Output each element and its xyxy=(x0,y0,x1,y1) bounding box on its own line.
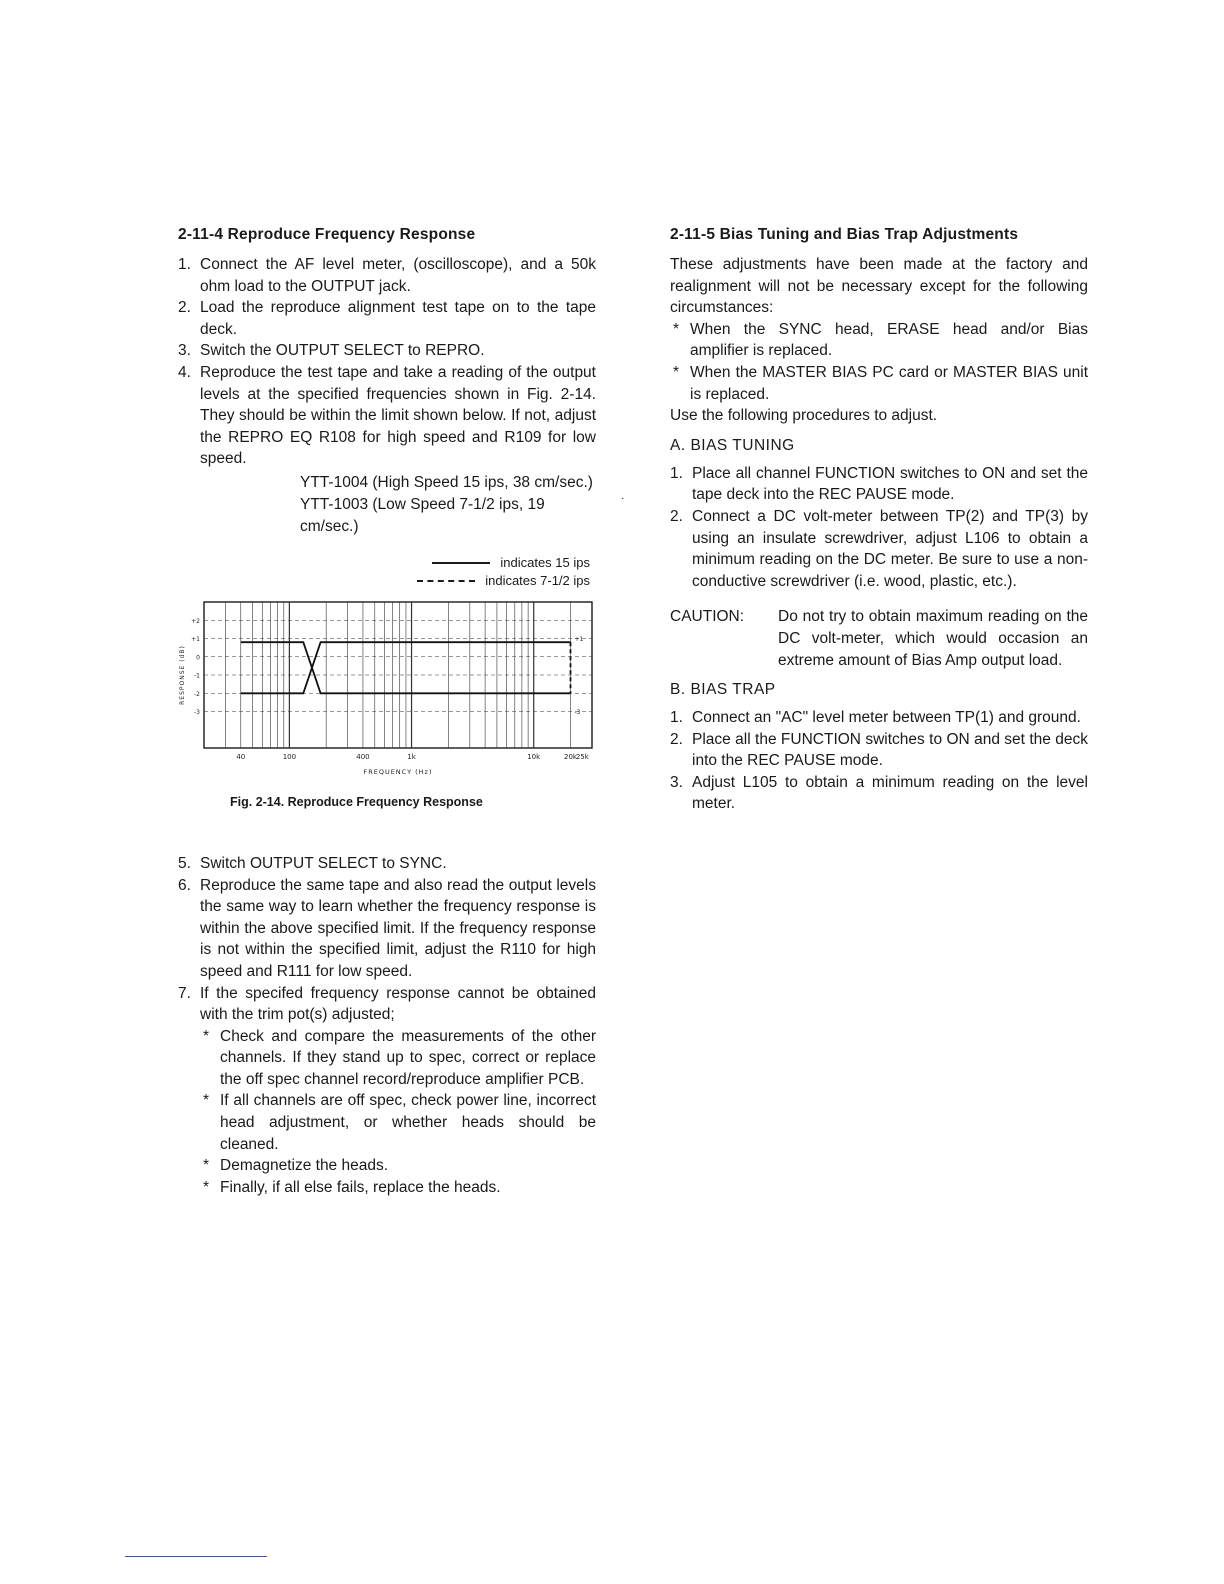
x-tick-label: 1k xyxy=(407,752,416,761)
y-tick-label: -3 xyxy=(194,708,200,716)
x-tick-label: 100 xyxy=(282,752,297,761)
list-item: * When the MASTER BIAS PC card or MASTER BIAS unit is replaced. xyxy=(670,362,1088,405)
legend-dashed: indicates 7-1/2 ips xyxy=(178,572,596,590)
use-procedures-text: Use the following procedures to adjust. xyxy=(670,407,938,425)
list-item: * Finally, if all else fails, replace the heads. xyxy=(200,1177,596,1199)
tape-low-speed: YTT-1003 (Low Speed 7-1/2 ips, 19 cm/sec.) xyxy=(300,495,545,535)
right-column xyxy=(670,226,1088,815)
list-item: 2. Place all the FUNCTION switches to ON and set the deck into the REC PAUSE mode. xyxy=(670,730,1088,770)
list-item: 3. Adjust L105 to obtain a minimum reading on the level meter. xyxy=(670,773,1088,813)
steps-list-a xyxy=(670,463,1088,593)
troubleshoot-bullets xyxy=(200,1026,596,1199)
list-item: 3. Switch the OUTPUT SELECT to REPRO. xyxy=(178,342,485,360)
caution-note xyxy=(670,606,1088,671)
x-tick-label: 40 xyxy=(236,752,246,761)
solid-line-swatch xyxy=(432,562,490,564)
list-item: 7. If the specifed frequency response cannot be obtained with the trim pot(s) adjusted; xyxy=(178,984,596,1024)
list-item: 5. Switch OUTPUT SELECT to SYNC. xyxy=(178,854,447,872)
circumstance-bullets xyxy=(670,319,1088,405)
section-heading-2-11-5: 2-11-5 Bias Tuning and Bias Trap Adjustments xyxy=(670,226,1019,243)
y-tick-label: 0 xyxy=(196,654,200,662)
list-item: 1. Connect the AF level meter, (oscilloscope), and a 50k ohm load to the OUTPUT jack. xyxy=(178,256,596,295)
list-item: * Check and compare the measurements of the other channels. If they stand up to spec, correct or replace the off spec channel record/reproduce amplifier PCB. xyxy=(200,1026,596,1091)
list-item: 4. Reproduce the test tape and take a reading of the output levels at the specified frequencies shown in Fig. 2-14. They should be within the limit shown below. If not, adjust the REPRO EQ R108 for high speed and R109 for low speed. xyxy=(178,363,596,468)
list-item: 2. Connect a DC volt-meter between TP(2) and TP(3) by using an insulate screwdriver, adjust L106 to obtain a minimum reading on the DC meter. Be sure to use a non-conductive screwdriver (i.e. wood, plastic, etc.). xyxy=(670,507,1088,590)
list-item: 1. Place all channel FUNCTION switches to ON and set the tape deck into the REC PAUSE mode. xyxy=(670,464,1088,504)
frequency-response-chart xyxy=(178,596,596,781)
list-item: 1. Connect an "AC" level meter between TP(1) and ground. xyxy=(670,709,1081,727)
test-tapes xyxy=(300,472,596,538)
y-tick-label: +2 xyxy=(191,617,200,625)
list-item: * Demagnetize the heads. xyxy=(200,1155,596,1177)
series-line-0 xyxy=(241,642,571,693)
chart-legend xyxy=(178,554,596,590)
limit-annotation: -3 xyxy=(574,708,581,716)
footer-rule xyxy=(125,1556,267,1557)
left-continued xyxy=(178,853,596,1199)
y-tick-label: +1 xyxy=(191,635,200,643)
x-axis-title: FREQUENCY (Hz) xyxy=(363,767,433,776)
y-tick-label: -2 xyxy=(194,690,200,698)
caution-text: Do not try to obtain maximum reading on the DC volt-meter, which would occasion an extreme amount of Bias Amp output load. xyxy=(778,608,1088,669)
y-tick-label: -1 xyxy=(194,672,200,680)
steps-list-1 xyxy=(178,254,596,470)
left-column xyxy=(178,226,596,1198)
steps-list-b xyxy=(670,707,1088,815)
limit-annotation: +1 xyxy=(574,635,584,643)
section-a-heading: A. BIAS TUNING xyxy=(670,436,795,454)
list-item: 2. Load the reproduce alignment test tape on to the tape deck. xyxy=(178,299,596,338)
legend-solid: indicates 15 ips xyxy=(178,554,596,572)
x-tick-label: 10k xyxy=(527,752,541,761)
caution-label: CAUTION: xyxy=(670,608,745,626)
x-tick-label: 25k xyxy=(575,752,589,761)
list-item: * When the SYNC head, ERASE head and/or Bias amplifier is replaced. xyxy=(670,319,1088,362)
list-item: 6. Reproduce the same tape and also read the output levels the same way to learn whether the frequency response is within the above specified limit. If the frequency response is not within the specified limit, adjust the R110 for high speed and R111 for low speed. xyxy=(178,876,596,980)
section-heading-2-11-4: 2-11-4 Reproduce Frequency Response xyxy=(178,226,476,243)
steps-list-2 xyxy=(178,853,596,1026)
series-line-1 xyxy=(241,642,571,693)
list-item: * If all channels are off spec, check power line, incorrect head adjustment, or whether heads should be cleaned. xyxy=(200,1090,596,1155)
dashed-line-swatch xyxy=(417,580,475,582)
y-axis-title: RESPONSE (dB) xyxy=(179,645,186,705)
section-b-heading: B. BIAS TRAP xyxy=(670,681,776,699)
tape-high-speed: YTT-1004 (High Speed 15 ips, 38 cm/sec.) xyxy=(300,473,593,491)
scan-speck: . xyxy=(621,488,625,502)
x-tick-label: 400 xyxy=(356,752,370,761)
x-tick-label: 20k xyxy=(564,752,577,761)
figure-caption: Fig. 2-14. Reproduce Frequency Response xyxy=(230,794,483,809)
intro-paragraph: These adjustments have been made at the factory and realignment will not be necessary except for the following circumstances: xyxy=(670,256,1088,317)
